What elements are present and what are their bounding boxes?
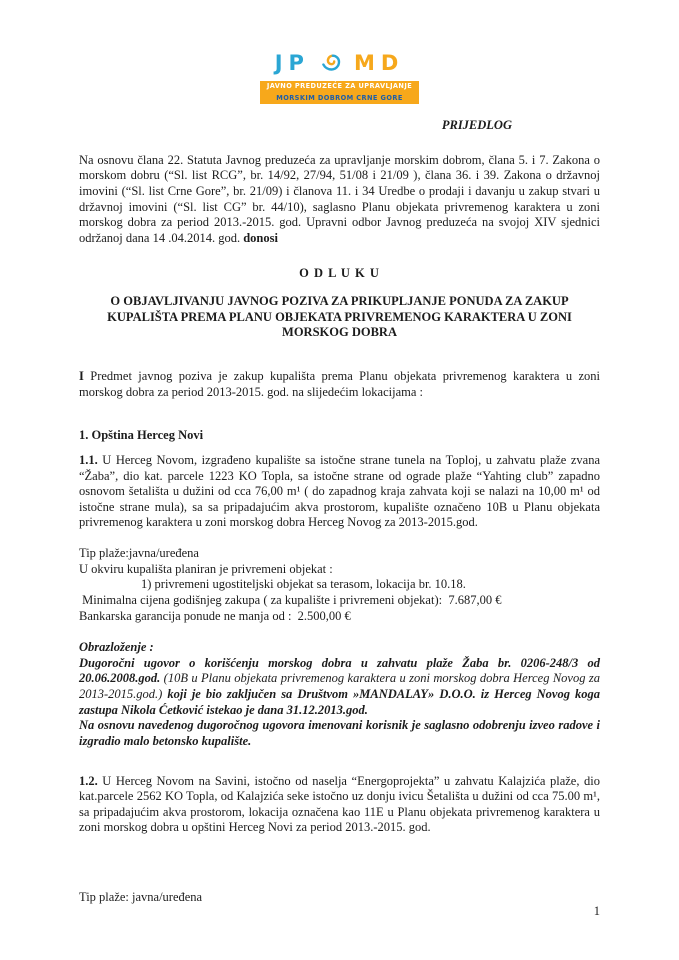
company-logo bbox=[79, 50, 600, 104]
spiral-shell-icon bbox=[318, 50, 346, 76]
item-1-1-paragraph bbox=[79, 453, 600, 531]
section-i-paragraph bbox=[79, 369, 600, 400]
page-number: 1 bbox=[593, 904, 600, 919]
minimum-price-line: Minimalna cijena godišnjeg zakupa ( za kupalište i privremeni objekat): 7.687,00 € bbox=[79, 592, 502, 607]
explanation-label: Obrazloženje : bbox=[79, 640, 154, 655]
item-1-1-details bbox=[79, 546, 600, 624]
logo-banner bbox=[260, 81, 419, 104]
explanation-paragraph-1 bbox=[79, 656, 600, 719]
item-1-2-text: U Herceg Novom na Savini, istočno od naselja “Energoprojekta” u zahvatu Kalajzića plaže, dio kat.parcele 2562 KO Topla, od Kalajzića seke istočno uz donju ivicu Šetališta u dužini od cca 75.00 m¹, sa pripadajućim akva prostorom, lokacija označena kao 11E u Planu objekata privremenog karaktera u zoni morskog dobra u opštini Herceg Novi za period 2013.-2015. god. bbox=[79, 773, 600, 835]
logo-wordmark bbox=[79, 50, 600, 76]
explanation-section bbox=[79, 640, 600, 749]
intro-paragraph bbox=[79, 153, 600, 247]
planned-object-intro-line: U okviru kupališta planiran je privremeni objekat : bbox=[79, 561, 333, 576]
logo-jp-text: JP bbox=[274, 50, 310, 75]
prijedlog-label: PRIJEDLOG bbox=[441, 118, 512, 133]
municipality-heading: 1. Opština Herceg Novi bbox=[79, 428, 204, 443]
planned-object-item-line: 1) privremeni ugostiteljski objekat sa terasom, lokacija br. 10.18. bbox=[141, 577, 466, 592]
item-1-2-paragraph bbox=[79, 774, 600, 837]
item-1-1-number: 1.1. bbox=[79, 452, 98, 467]
item-1-1-text: U Herceg Novom, izgrađeno kupalište sa istočne strane tunela na Toploj, u zahvatu plaže zvana “Žaba”, dio kat. parcele 1223 KO Topla, sa istočne strane od ograde plaže “Yahting club” zapadno osnovom šetališta u dužini od cca 76,00 m¹ ( do zapadnog kraja zahvata koji se nalazi na 10,00 m¹ od istočne strane mula), sa sa pripadajućim akva prostorom, kupalište označeno 10B u Planu objekata privremenog karaktera u zoni morskog dobra Herceg Novog za 2013-2015.god. bbox=[79, 452, 600, 530]
explanation-part1: Dugoročni ugovor o korišćenju morskog dobra u zahvatu plaže Žaba br. 0206-248/3 od 20.06.2008.god. bbox=[79, 655, 600, 686]
explanation-part2: (10B u Planu objekata privremenog karaktera u zoni morskog dobra Herceg Novog za 2013-2015.god.) bbox=[79, 671, 600, 702]
logo-md-text: MD bbox=[353, 50, 405, 75]
odluku-heading: O D L U K U bbox=[299, 265, 380, 280]
section-i-numeral: I bbox=[79, 369, 84, 384]
odluku-title: O OBJAVLJIVANJU JAVNOG POZIVA ZA PRIKUPLJANJE PONUDA ZA ZAKUP KUPALIŠTA PREMA PLANU OBJEKATA PRIVREMENOG KARAKTERA U ZONI MORSKOG DOBRA bbox=[107, 294, 572, 340]
explanation-part3: koji je bio zaključen sa Društvom »MANDALAY» D.O.O. iz Herceg Novog koga zastupa Nikola Ćetković istekao je dana 31.12.2013.god. bbox=[79, 687, 601, 717]
section-i-text: Predmet javnog poziva je zakup kupališta prema Planu objekata privremenog karaktera u zoni morskog dobra za period 2013-2015. god. na slijedećim lokacijama : bbox=[79, 369, 600, 399]
beach-type-line-1-2: Tip plaže: javna/uređena bbox=[79, 890, 203, 905]
intro-text: Na osnovu člana 22. Statuta Javnog preduzeća za upravljanje morskim dobrom, člana 5. i 7. Zakona o morskom dobru (“Sl. list RCG”, br. 14/92, 27/94, 51/08 i 21/09 ), člana 36. i 39. Zakona o državnoj imovini (“Sl. list Crne Gore”, br. 21/09) i članova 11. i 34 Uredbe o prodaji i davanju u zakup stvari u državnoj imovini (“Sl. list CG” br. 44/10), saglasno Planu objekata privremenog karaktera u zoni morskog dobra za period 2013.-2015. god. Upravni odbor Javnog preduzeća na svojoj XIV sjednici održanoj dana 14 .04.2014. god. bbox=[79, 152, 600, 245]
beach-type-line: Tip plaže:javna/uređena bbox=[79, 546, 199, 561]
logo-banner-line1: JAVNO PREDUZEĆE ZA UPRAVLJANJE bbox=[260, 81, 419, 93]
logo-banner-line2: MORSKIM DOBROM CRNE GORE bbox=[260, 93, 419, 105]
intro-bold-donosi: donosi bbox=[243, 230, 278, 245]
explanation-paragraph-2: Na osnovu navedenog dugoročnog ugovora imenovani korisnik je saglasno odobrenju izveo radove i izgradio malo betonsko kupalište. bbox=[79, 718, 600, 748]
item-1-2-number: 1.2. bbox=[79, 773, 98, 788]
bank-guarantee-line: Bankarska garancija ponude ne manja od : 2.500,00 € bbox=[79, 608, 351, 623]
